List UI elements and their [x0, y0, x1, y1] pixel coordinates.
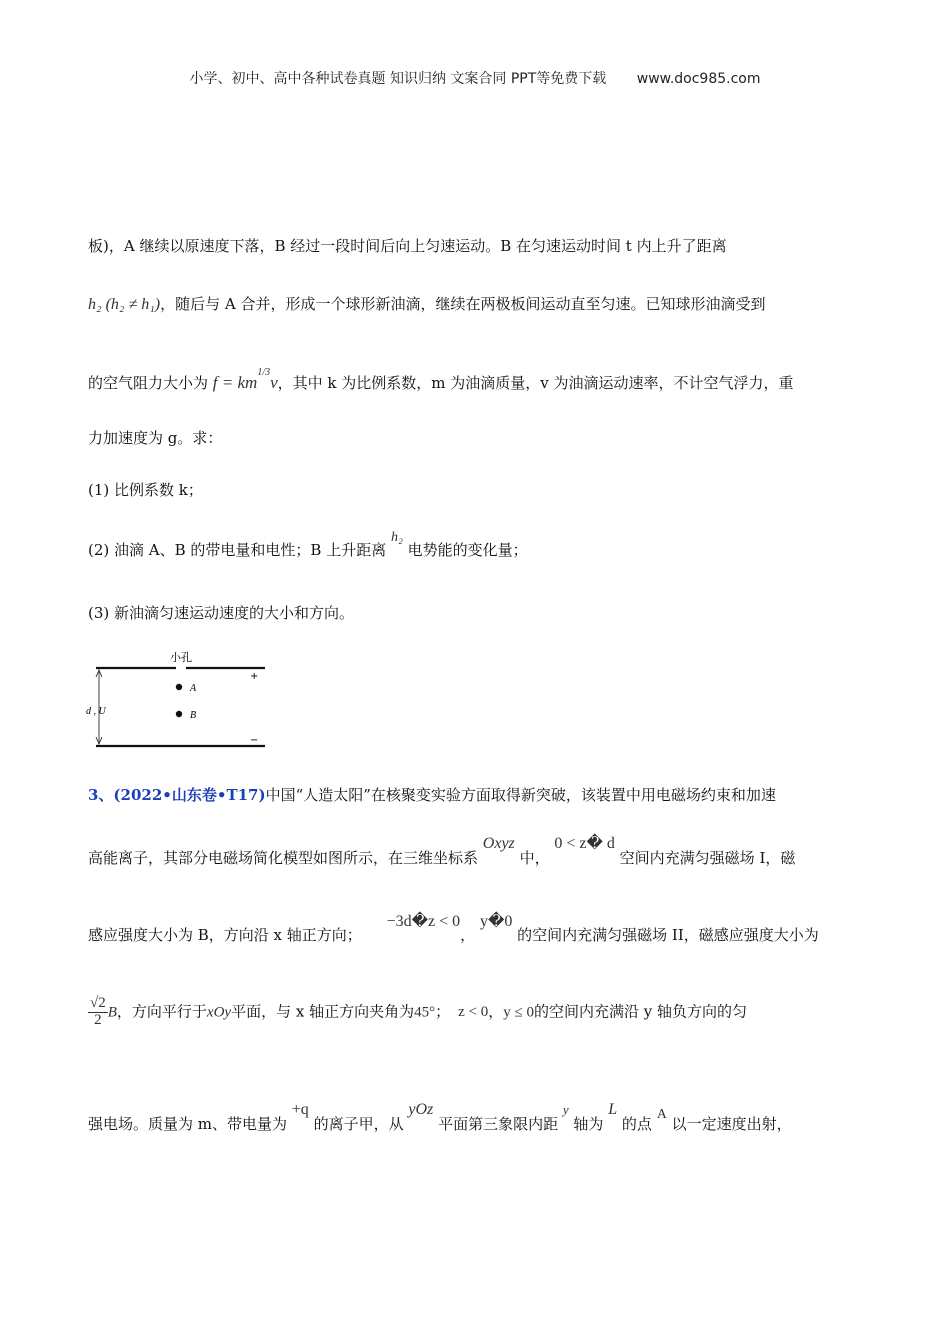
- math-angle: 45°: [414, 1004, 436, 1021]
- math-y-range-1: y�0: [479, 913, 513, 930]
- capacitor-figure: [84, 648, 274, 754]
- para1-line3-post: ，其中 k 为比例系数，m 为油滴质量，v 为油滴运动速率，不计空气浮力，重: [277, 374, 794, 392]
- label-b: B: [190, 710, 197, 721]
- header-site-link[interactable]: www.doc985.com: [636, 71, 761, 87]
- math-sqrt2-over-2: $\frac{√2}{2}$: [90, 995, 106, 1028]
- question-2: (2) 油滴 A、B 的带电量和电性；B 上升距离 h₂ 电势能的变化量；: [88, 530, 528, 559]
- math-z-range-2: −3d�z < 0: [386, 913, 461, 930]
- math-plus-q: +q: [291, 1101, 309, 1118]
- para1-line1: 板)，A 继续以原速度下落，B 经过一段时间后向上匀速运动。B 在匀速运动时间 t 内上升了距离: [88, 237, 727, 255]
- droplet-b: [176, 711, 182, 717]
- math-oxyz: Oxyz: [482, 835, 515, 852]
- math-l: L: [608, 1101, 618, 1118]
- math-y-axis: y: [562, 1102, 569, 1117]
- page-header: [0, 68, 950, 88]
- problem3-line3: 感应强度大小为 B，方向沿 x 轴正方向； −3d�z < 0， y�0 的空间内充满匀强磁场 II，磁感应强度大小为: [88, 913, 819, 944]
- question-3: (3) 新油滴匀速运动速度的大小和方向。: [88, 604, 355, 622]
- minus-sign: −: [250, 735, 259, 746]
- para1-line3-pre: 的空气阻力大小为: [88, 374, 209, 392]
- math-y-le-0: y ≤ 0: [503, 1004, 534, 1021]
- para1-line4: 力加速度为 g。求：: [88, 429, 223, 447]
- problem3-line4: $\frac{√2}{2}$ B，方向平行于xOy平面，与 x 轴正方向夹角为45°； z < 0，y ≤ 0的空间内充满沿 y 轴负方向的匀: [90, 995, 747, 1028]
- problem3-line1: 3、(2022•山东卷•T17)中国“人造太阳”在核聚变实验方面取得新突破，该装置中用电磁场约束和加速: [88, 786, 776, 804]
- math-yoz: yOz: [408, 1101, 434, 1118]
- para1-line2-text: ，随后与 A 合并，形成一个球形新油滴，继续在两极板间运动直至匀速。已知球形油滴受到: [160, 295, 766, 313]
- math-z-lt-0: z < 0: [458, 1004, 489, 1021]
- gap-label: d , U: [86, 706, 106, 717]
- label-a: A: [190, 683, 197, 694]
- para1-line2: [88, 293, 766, 314]
- math-h2-inline: h₂: [390, 530, 403, 545]
- plus-sign: +: [250, 671, 259, 682]
- problem3-tag: 3、(2022•山东卷•T17): [88, 786, 266, 804]
- math-xoy: xOy: [206, 1004, 232, 1021]
- math-h2: h₂ (h₂ ≠ h₁): [88, 296, 161, 313]
- math-z-range-1: 0 < z� d: [554, 835, 615, 852]
- problem3-line2: 高能离子，其部分电磁场简化模型如图所示，在三维坐标系 Oxyz 中， 0 < z� d 空间内充满匀强磁场 I，磁: [88, 835, 796, 867]
- math-point-a: A: [656, 1107, 667, 1122]
- droplet-a: [176, 684, 182, 690]
- math-drag-formula: $f = km^{1/3}v$: [212, 367, 278, 392]
- para1-line3: [88, 367, 794, 393]
- header-text: 小学、初中、高中各种试卷真题 知识归纳 文案合同 PPT等免费下载: [189, 71, 607, 87]
- problem3-line5: 强电场。质量为 m、带电量为 +q 的离子甲，从 yOz 平面第三象限内距 y 轴为 L 的点 A 以一定速度出射，: [88, 1101, 792, 1133]
- question-1: (1) 比例系数 k；: [88, 481, 203, 499]
- hole-label: 小孔: [170, 651, 192, 664]
